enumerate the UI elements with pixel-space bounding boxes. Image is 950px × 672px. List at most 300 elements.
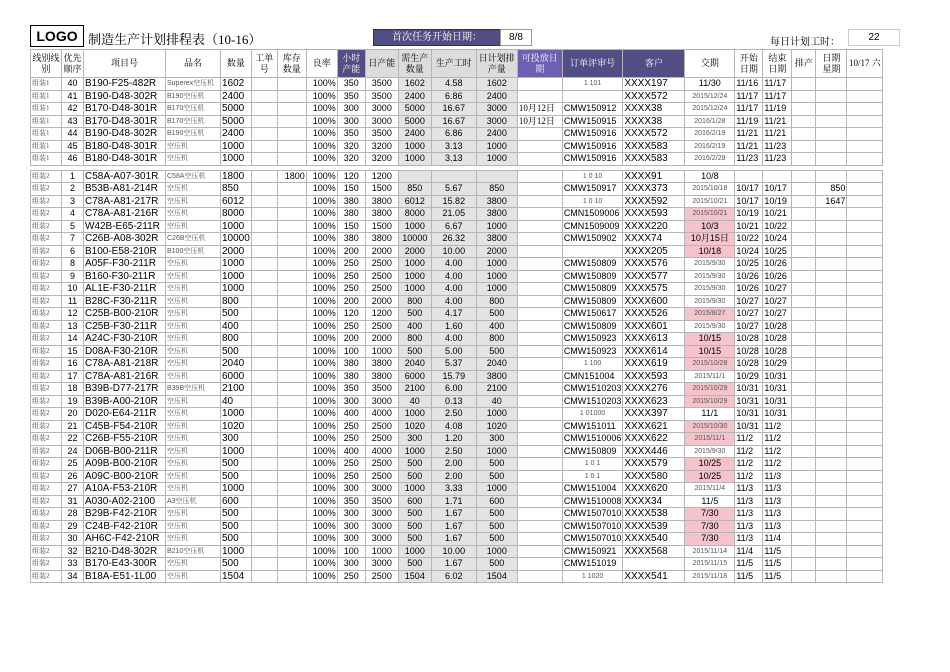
cell-wo[interactable]: [251, 90, 277, 103]
cell-due[interactable]: 2015/9/30: [685, 320, 735, 333]
cell-end[interactable]: 11/5: [763, 558, 792, 571]
cell-wo[interactable]: [251, 128, 277, 141]
cell-end[interactable]: 10/29: [763, 358, 792, 371]
cell-item[interactable]: AH6C-F42-210R: [84, 533, 166, 546]
cell-x1[interactable]: [816, 258, 847, 271]
cell-need[interactable]: 500: [398, 558, 431, 571]
cell-qty[interactable]: 500: [221, 508, 252, 521]
cell-hr[interactable]: 150: [337, 220, 365, 233]
cell-due[interactable]: 2015/12/24: [685, 90, 735, 103]
cell-wo[interactable]: [251, 383, 277, 396]
cell-name[interactable]: 空压机: [166, 153, 221, 166]
cell-hr[interactable]: 400: [337, 445, 365, 458]
cell-end[interactable]: 10/31: [763, 370, 792, 383]
cell-cust[interactable]: [623, 558, 685, 571]
cell-item[interactable]: B190-D48-302R: [84, 128, 166, 141]
cell-x1[interactable]: [816, 333, 847, 346]
cell-order[interactable]: CMW1510008: [563, 495, 622, 506]
cell-sched[interactable]: [792, 520, 816, 533]
cell-qty[interactable]: 500: [221, 308, 252, 321]
cell-x1[interactable]: [816, 408, 847, 421]
cell-qty[interactable]: 2000: [221, 245, 252, 258]
cell-name[interactable]: 空压机: [166, 395, 221, 408]
cell-due[interactable]: 2015/11/18: [685, 570, 735, 583]
cell-start[interactable]: 10/27: [735, 295, 763, 308]
cell-wo[interactable]: [251, 220, 277, 233]
cell-due[interactable]: 2015/11/4: [685, 483, 735, 496]
cell-stock[interactable]: [277, 183, 306, 196]
cell-x1[interactable]: [816, 220, 847, 233]
cell-wo[interactable]: [251, 295, 277, 308]
cell-pri[interactable]: 30: [62, 533, 84, 546]
cell-qty[interactable]: 400: [221, 320, 252, 333]
cell-due[interactable]: 2015/11/1: [685, 370, 735, 383]
cell-pri[interactable]: 43: [62, 115, 84, 128]
cell-stock[interactable]: [277, 140, 306, 153]
cell-start[interactable]: 11/3: [735, 483, 763, 496]
cell-hr[interactable]: 320: [337, 140, 365, 153]
cell-x2[interactable]: [847, 545, 883, 558]
cell-wo[interactable]: [251, 140, 277, 153]
cell-pri[interactable]: 11: [62, 295, 84, 308]
cell-order[interactable]: CMW150809: [562, 283, 623, 296]
cell-hours[interactable]: 4.08: [431, 420, 476, 433]
cell-plan[interactable]: 3800: [476, 195, 517, 208]
cell-qty[interactable]: 1000: [221, 140, 252, 153]
cell-order[interactable]: CMN1509009: [562, 220, 623, 233]
cell-stock[interactable]: [277, 420, 306, 433]
cell-avail[interactable]: [517, 295, 562, 308]
cell-pri[interactable]: 9: [62, 270, 84, 283]
cell-line[interactable]: 组装2: [31, 570, 62, 583]
cell-sched[interactable]: [792, 208, 816, 221]
cell-due[interactable]: 10月15日: [685, 233, 735, 246]
cell-pri[interactable]: 16: [62, 358, 84, 371]
cell-plan[interactable]: 1000: [476, 283, 517, 296]
cell-sched[interactable]: [792, 78, 816, 91]
cell-plan[interactable]: 500: [476, 520, 517, 533]
cell-end[interactable]: 10/27: [763, 283, 792, 296]
cell-x1[interactable]: [816, 420, 847, 433]
cell-x1[interactable]: [816, 483, 847, 496]
cell-name[interactable]: 空压机: [166, 183, 221, 196]
cell-end[interactable]: 11/3: [763, 495, 792, 508]
cell-need[interactable]: 6000: [398, 370, 431, 383]
cell-line[interactable]: 组装2: [31, 245, 62, 258]
cell-wo[interactable]: [251, 445, 277, 458]
cell-day[interactable]: 3800: [365, 370, 398, 383]
cell-cust[interactable]: XXXX575: [623, 283, 685, 296]
cell-start[interactable]: 10/27: [735, 308, 763, 321]
cell-need[interactable]: 500: [398, 458, 431, 471]
cell-sched[interactable]: [792, 308, 816, 321]
cell-start[interactable]: 10/28: [735, 333, 763, 346]
cell-sched[interactable]: [792, 420, 816, 433]
cell-hr[interactable]: 320: [337, 153, 365, 166]
cell-due[interactable]: 2015/10/21: [685, 195, 735, 208]
cell-line[interactable]: 组装2: [31, 533, 62, 546]
cell-need[interactable]: 800: [398, 333, 431, 346]
cell-need[interactable]: 1000: [398, 153, 431, 166]
cell-day[interactable]: 2500: [365, 320, 398, 333]
cell-pri[interactable]: 10: [62, 283, 84, 296]
cell-cust[interactable]: XXXX619: [623, 358, 685, 371]
cell-yield[interactable]: 100%: [306, 395, 337, 408]
cell-cust[interactable]: XXXX34: [623, 495, 685, 508]
cell-qty[interactable]: 2400: [221, 90, 252, 103]
cell-item[interactable]: B39B-A00-210R: [84, 395, 166, 408]
cell-sched[interactable]: [792, 333, 816, 346]
cell-avail[interactable]: [517, 308, 562, 321]
cell-start[interactable]: 10/17: [735, 195, 763, 208]
cell-plan[interactable]: 1000: [476, 545, 517, 558]
cell-sched[interactable]: [792, 533, 816, 546]
cell-order[interactable]: CMW1510203: [563, 383, 622, 394]
cell-order[interactable]: CMW150617: [562, 308, 623, 321]
cell-sched[interactable]: [792, 233, 816, 246]
cell-x2[interactable]: [847, 140, 883, 153]
cell-need[interactable]: 10000: [398, 233, 431, 246]
cell-item[interactable]: C78A-A81-217R: [84, 195, 166, 208]
cell-item[interactable]: B39B-D77-217R: [84, 383, 166, 396]
cell-x2[interactable]: [847, 558, 883, 571]
cell-day[interactable]: 2500: [365, 470, 398, 483]
cell-name[interactable]: 空压机: [166, 195, 221, 208]
cell-sched[interactable]: [792, 320, 816, 333]
cell-start[interactable]: 10/28: [735, 345, 763, 358]
cell-item[interactable]: C26B-A08-302R: [84, 233, 166, 246]
cell-item[interactable]: A10A-F53-210R: [84, 483, 166, 496]
cell-hours[interactable]: 4.00: [431, 283, 476, 296]
cell-hr[interactable]: 250: [337, 458, 365, 471]
cell-x2[interactable]: [847, 90, 883, 103]
cell-order[interactable]: 1 1020: [562, 570, 623, 583]
cell-need[interactable]: 500: [398, 508, 431, 521]
cell-avail[interactable]: 10月12日: [517, 103, 562, 116]
cell-line[interactable]: 组装2: [31, 283, 62, 296]
cell-wo[interactable]: [251, 458, 277, 471]
cell-wo[interactable]: [251, 320, 277, 333]
cell-need[interactable]: 1000: [398, 258, 431, 271]
cell-hr[interactable]: 400: [337, 408, 365, 421]
cell-sched[interactable]: [792, 558, 816, 571]
cell-avail[interactable]: [517, 545, 562, 558]
cell-x1[interactable]: [816, 445, 847, 458]
cell-hours[interactable]: 4.00: [431, 258, 476, 271]
cell-hr[interactable]: 250: [337, 420, 365, 433]
cell-cust[interactable]: XXXX572: [623, 90, 685, 103]
cell-sched[interactable]: [792, 570, 816, 583]
cell-pri[interactable]: 3: [62, 195, 84, 208]
cell-x2[interactable]: [847, 533, 883, 546]
cell-day[interactable]: 3500: [365, 383, 398, 396]
cell-line[interactable]: 组装2: [31, 345, 62, 358]
cell-need[interactable]: 500: [398, 308, 431, 321]
cell-yield[interactable]: 100%: [306, 90, 337, 103]
cell-start[interactable]: 10/27: [735, 320, 763, 333]
cell-hours[interactable]: 3.33: [431, 483, 476, 496]
cell-name[interactable]: 空压机: [166, 208, 221, 221]
cell-name[interactable]: B190空压机: [166, 90, 221, 103]
cell-hours[interactable]: 15.79: [431, 370, 476, 383]
cell-order[interactable]: CMN1509006: [562, 208, 623, 221]
cell-order[interactable]: CMW150915: [562, 115, 623, 128]
cell-plan[interactable]: 500: [476, 533, 517, 546]
cell-x2[interactable]: [847, 115, 883, 128]
cell-name[interactable]: 空压机: [166, 433, 221, 446]
cell-need[interactable]: 1000: [398, 283, 431, 296]
cell-order[interactable]: CMW151011: [562, 420, 623, 433]
cell-yield[interactable]: 100%: [306, 545, 337, 558]
cell-sched[interactable]: [792, 153, 816, 166]
cell-item[interactable]: B18A-E51-1L00: [84, 570, 166, 583]
cell-end[interactable]: 11/19: [763, 103, 792, 116]
cell-stock[interactable]: [277, 103, 306, 116]
cell-line[interactable]: 组装2: [31, 483, 62, 496]
cell-sched[interactable]: [792, 345, 816, 358]
cell-qty[interactable]: 1020: [221, 420, 252, 433]
cell-start[interactable]: 11/3: [735, 508, 763, 521]
cell-stock[interactable]: [277, 395, 306, 408]
cell-order[interactable]: CMW150912: [562, 103, 623, 116]
cell-wo[interactable]: [251, 370, 277, 383]
cell-item[interactable]: B190-D48-302R: [84, 90, 166, 103]
cell-name[interactable]: 空压机: [166, 420, 221, 433]
cell-order[interactable]: CMW150809: [562, 295, 623, 308]
cell-hr[interactable]: 300: [337, 508, 365, 521]
cell-x1[interactable]: [816, 153, 847, 166]
cell-wo[interactable]: [251, 78, 277, 91]
cell-due[interactable]: 2015/12/24: [685, 103, 735, 116]
cell-qty[interactable]: 10000: [222, 233, 250, 245]
cell-sched[interactable]: [792, 295, 816, 308]
cell-start[interactable]: 10/31: [735, 408, 763, 421]
cell-plan[interactable]: 1000: [476, 220, 517, 233]
cell-stock[interactable]: [277, 320, 306, 333]
cell-wo[interactable]: [251, 433, 277, 446]
cell-cust[interactable]: XXXX276: [623, 383, 685, 396]
cell-pri[interactable]: 41: [62, 90, 84, 103]
cell-pri[interactable]: 27: [62, 483, 84, 496]
cell-end[interactable]: 10/26: [763, 270, 792, 283]
cell-x1[interactable]: [816, 570, 847, 583]
cell-name[interactable]: 空压机: [166, 258, 221, 271]
cell-plan[interactable]: 2400: [476, 128, 517, 141]
cell-yield[interactable]: 100%: [306, 153, 337, 166]
cell-due[interactable]: 7/30: [685, 520, 735, 533]
cell-hr[interactable]: 380: [337, 208, 365, 221]
cell-avail[interactable]: [517, 558, 562, 571]
cell-pri[interactable]: 22: [62, 433, 84, 446]
cell-x2[interactable]: [847, 245, 883, 258]
cell-qty[interactable]: 1504: [221, 570, 252, 583]
cell-day[interactable]: 2500: [365, 258, 398, 271]
cell-avail[interactable]: [517, 358, 562, 371]
cell-qty[interactable]: 500: [221, 345, 252, 358]
cell-avail[interactable]: [517, 570, 562, 583]
cell-hr[interactable]: 300: [337, 483, 365, 496]
cell-due[interactable]: 2015/9/30: [685, 295, 735, 308]
cell-due[interactable]: 2016/2/19: [685, 140, 735, 153]
cell-due[interactable]: 10/25: [685, 470, 735, 483]
cell-hr[interactable]: 150: [337, 183, 365, 196]
cell-wo[interactable]: [251, 470, 277, 483]
cell-x2[interactable]: [847, 295, 883, 308]
cell-end[interactable]: [763, 170, 792, 183]
cell-stock[interactable]: [277, 308, 306, 321]
cell-yield[interactable]: 100%: [306, 445, 337, 458]
cell-cust[interactable]: XXXX568: [623, 545, 685, 558]
cell-start[interactable]: 11/2: [735, 445, 763, 458]
cell-name[interactable]: 空压机: [166, 220, 221, 233]
cell-hr[interactable]: 250: [337, 258, 365, 271]
cell-qty[interactable]: 2100: [221, 383, 252, 396]
cell-day[interactable]: 2500: [365, 283, 398, 296]
cell-plan[interactable]: 500: [476, 558, 517, 571]
cell-yield[interactable]: 100%: [306, 408, 337, 421]
cell-order[interactable]: CMW150809: [562, 445, 623, 458]
cell-end[interactable]: 10/17: [763, 183, 792, 196]
cell-order[interactable]: CMW150917: [562, 183, 623, 196]
cell-sched[interactable]: [792, 128, 816, 141]
cell-end[interactable]: 11/3: [763, 483, 792, 496]
cell-hours[interactable]: 2.00: [431, 458, 476, 471]
cell-start[interactable]: 11/3: [735, 520, 763, 533]
cell-stock[interactable]: [277, 283, 306, 296]
cell-plan[interactable]: 1000: [476, 408, 517, 421]
cell-line[interactable]: 组装2: [31, 370, 62, 383]
cell-yield[interactable]: 100%: [306, 495, 337, 508]
cell-end[interactable]: 11/21: [763, 128, 792, 141]
cell-due[interactable]: 2015/11/1: [685, 433, 735, 446]
cell-wo[interactable]: [251, 308, 277, 321]
cell-order[interactable]: CMW1507010: [563, 520, 622, 531]
cell-x2[interactable]: [847, 495, 883, 508]
cell-cust[interactable]: XXXX446: [623, 445, 685, 458]
cell-plan[interactable]: 3000: [476, 115, 517, 128]
cell-start[interactable]: 10/31: [735, 420, 763, 433]
cell-end[interactable]: 10/24: [763, 233, 792, 246]
cell-pri[interactable]: 14: [62, 333, 84, 346]
cell-due[interactable]: 2016/2/29: [685, 153, 735, 166]
cell-wo[interactable]: [251, 420, 277, 433]
cell-plan[interactable]: 40: [476, 395, 517, 408]
cell-wo[interactable]: [251, 483, 277, 496]
cell-x2[interactable]: [847, 183, 883, 196]
cell-pri[interactable]: 42: [62, 103, 84, 116]
cell-end[interactable]: 11/2: [763, 420, 792, 433]
cell-name[interactable]: 空压机: [166, 508, 221, 521]
cell-plan[interactable]: 3800: [476, 233, 517, 246]
cell-yield[interactable]: 100%: [306, 458, 337, 471]
cell-hr[interactable]: 250: [337, 320, 365, 333]
cell-line[interactable]: 组装2: [31, 233, 62, 246]
cell-start[interactable]: 11/16: [735, 78, 763, 91]
cell-avail[interactable]: [517, 320, 562, 333]
cell-avail[interactable]: [517, 195, 562, 208]
cell-order[interactable]: CMW150902: [562, 233, 623, 246]
cell-need[interactable]: 1504: [398, 570, 431, 583]
cell-yield[interactable]: 100%: [306, 333, 337, 346]
cell-stock[interactable]: [277, 470, 306, 483]
cell-order[interactable]: CMW150923: [562, 333, 623, 346]
cell-line[interactable]: 组装1: [31, 90, 62, 103]
cell-plan[interactable]: 2100: [476, 383, 517, 396]
cell-need[interactable]: 1000: [398, 483, 431, 496]
cell-start[interactable]: 11/2: [735, 470, 763, 483]
cell-pri[interactable]: 17: [62, 370, 84, 383]
cell-hr[interactable]: 100: [337, 545, 365, 558]
cell-due[interactable]: 11/5: [685, 495, 735, 508]
cell-stock[interactable]: [277, 153, 306, 166]
cell-qty[interactable]: 1000: [221, 545, 252, 558]
cell-end[interactable]: 11/5: [763, 545, 792, 558]
cell-line[interactable]: 组装2: [31, 420, 62, 433]
cell-hours[interactable]: 26.32: [431, 233, 476, 246]
cell-plan[interactable]: 1000: [476, 140, 517, 153]
cell-hours[interactable]: 2.50: [431, 408, 476, 421]
cell-item[interactable]: B170-D48-301R: [84, 103, 166, 116]
cell-pri[interactable]: 32: [62, 545, 84, 558]
cell-x2[interactable]: [847, 570, 883, 583]
cell-plan[interactable]: 500: [476, 458, 517, 471]
cell-sched[interactable]: [792, 458, 816, 471]
cell-end[interactable]: 11/3: [763, 470, 792, 483]
cell-day[interactable]: 3000: [365, 533, 398, 546]
cell-hours[interactable]: 6.86: [431, 128, 476, 141]
cell-sched[interactable]: [792, 408, 816, 421]
cell-sched[interactable]: [792, 483, 816, 496]
cell-end[interactable]: 10/27: [763, 308, 792, 321]
cell-need[interactable]: 1000: [398, 140, 431, 153]
cell-qty[interactable]: 6012: [221, 195, 252, 208]
cell-wo[interactable]: [251, 208, 277, 221]
cell-avail[interactable]: [517, 233, 562, 246]
cell-pri[interactable]: 1: [62, 170, 84, 183]
cell-item[interactable]: B170-D48-301R: [84, 115, 166, 128]
cell-plan[interactable]: 1000: [476, 270, 517, 283]
cell-name[interactable]: 空压机: [166, 520, 221, 533]
cell-plan[interactable]: 1000: [476, 483, 517, 496]
cell-hours[interactable]: 4.00: [431, 270, 476, 283]
cell-plan[interactable]: 500: [476, 345, 517, 358]
cell-end[interactable]: 11/5: [763, 570, 792, 583]
cell-sched[interactable]: [792, 358, 816, 371]
cell-x2[interactable]: [847, 370, 883, 383]
cell-line[interactable]: 组装2: [31, 458, 62, 471]
cell-hr[interactable]: 380: [337, 370, 365, 383]
cell-sched[interactable]: [792, 370, 816, 383]
cell-line[interactable]: 组装2: [31, 408, 62, 421]
cell-yield[interactable]: 100%: [306, 470, 337, 483]
cell-yield[interactable]: 100%: [306, 295, 337, 308]
cell-pri[interactable]: 25: [62, 458, 84, 471]
cell-need[interactable]: 1000: [398, 445, 431, 458]
cell-avail[interactable]: [517, 183, 562, 196]
cell-wo[interactable]: [251, 233, 277, 246]
cell-yield[interactable]: 100%: [306, 370, 337, 383]
cell-wo[interactable]: [251, 533, 277, 546]
cell-cust[interactable]: XXXX583: [623, 153, 685, 166]
cell-stock[interactable]: [277, 508, 306, 521]
cell-order[interactable]: 1 01000: [562, 408, 623, 421]
cell-line[interactable]: 组装2: [31, 395, 62, 408]
cell-start[interactable]: 10/26: [735, 270, 763, 283]
cell-x2[interactable]: [847, 320, 883, 333]
cell-avail[interactable]: [517, 220, 562, 233]
cell-day[interactable]: 3500: [365, 495, 398, 508]
cell-item[interactable]: AL1E-F30-211R: [84, 283, 166, 296]
